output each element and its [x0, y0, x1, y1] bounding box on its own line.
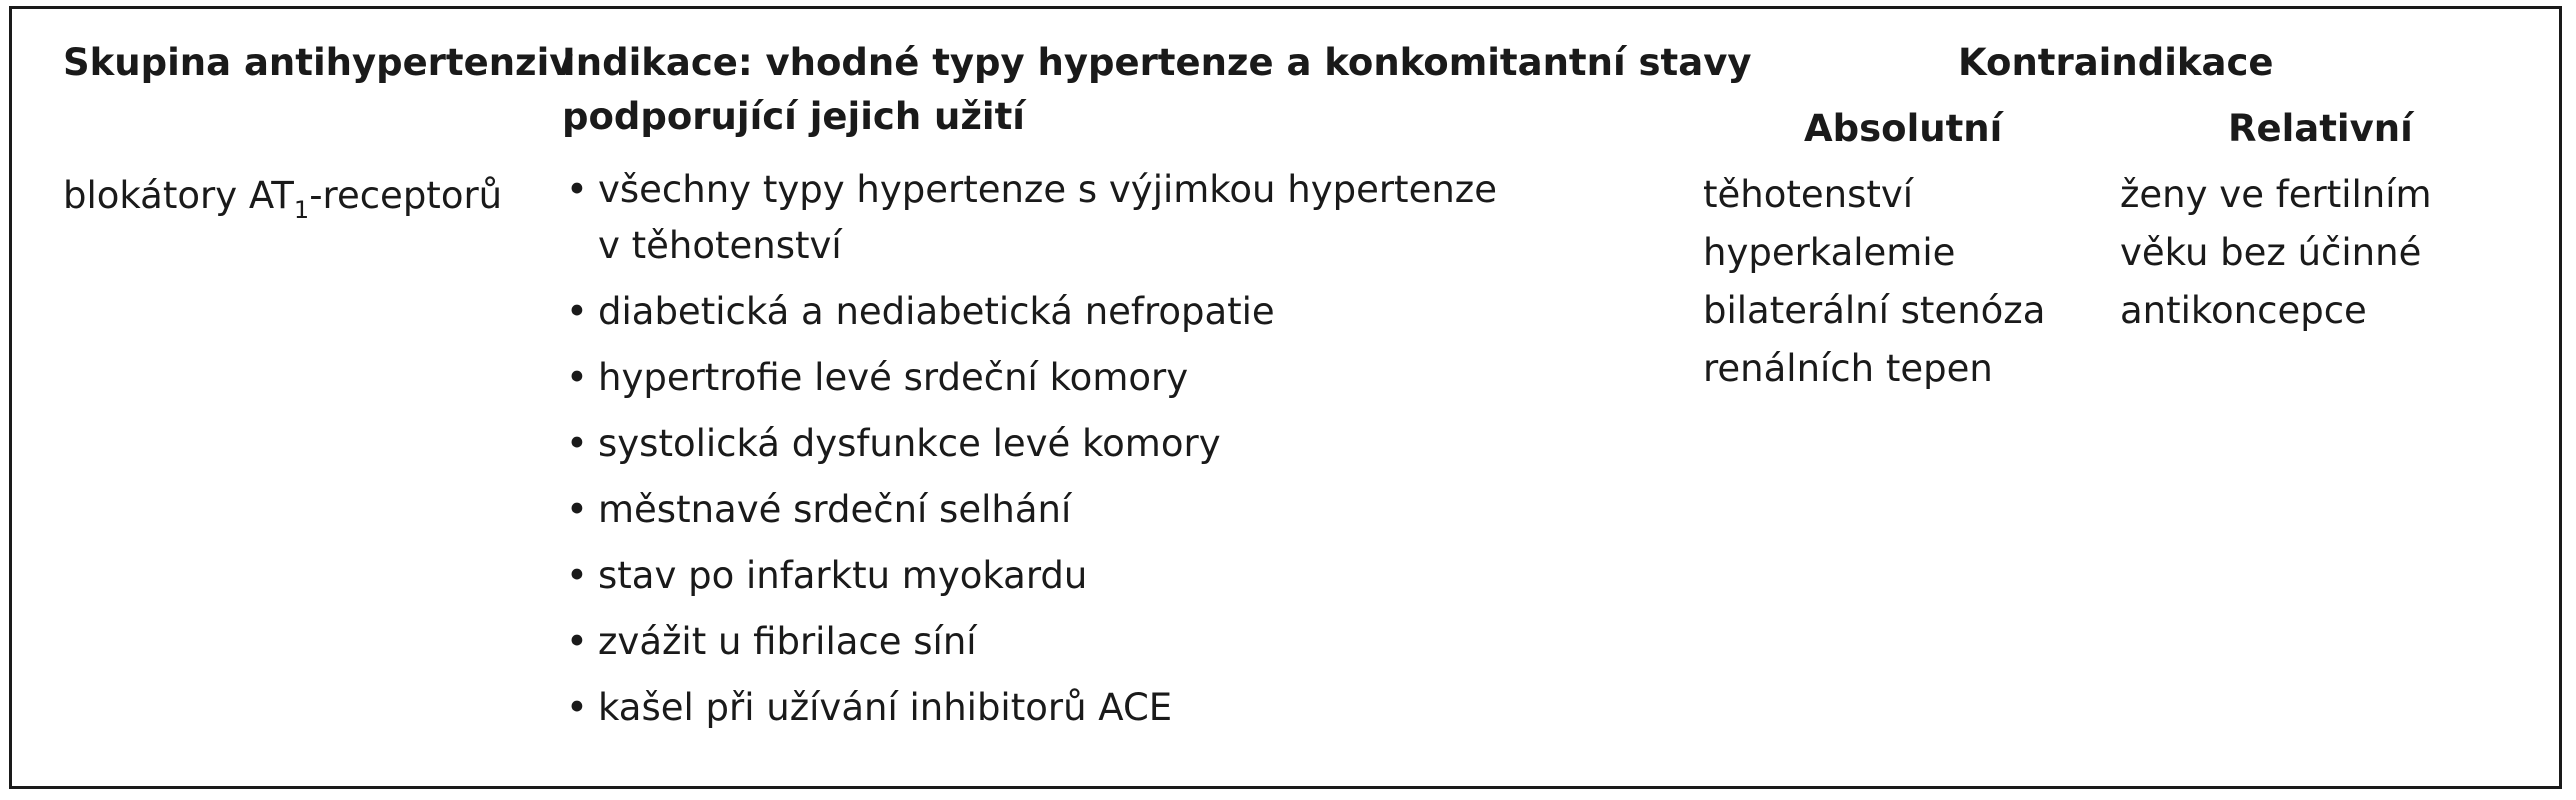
indication-item [562, 350, 1497, 406]
header-indications-line2: podporující jejich užití [562, 95, 1025, 138]
group-suffix: -receptorů [309, 174, 503, 217]
bullet-icon: • [566, 620, 588, 663]
indication-item [562, 482, 1497, 538]
indication-item [562, 680, 1497, 736]
indication-text: zvážit u fibrilace síní [598, 620, 977, 663]
indication-text-continued: v těhotenství [598, 224, 842, 267]
absolute-item: hyperkalemie [1703, 231, 1956, 274]
header-indications-line1: Indikace: vhodné typy hypertenze a konkomitantní stavy [562, 41, 1752, 84]
relative-list [2120, 166, 2432, 340]
absolute-item: renálních tepen [1703, 347, 1993, 390]
indication-item [562, 548, 1497, 604]
group-subscript: 1 [293, 196, 310, 224]
indication-text: hypertrofie levé srdeční komory [598, 356, 1189, 399]
indication-text: kašel při užívání inhibitorů ACE [598, 686, 1173, 729]
bullet-icon: • [566, 422, 588, 465]
bullet-icon: • [566, 168, 588, 211]
indication-item [562, 284, 1497, 340]
indication-text: systolická dysfunkce levé komory [598, 422, 1221, 465]
bullet-icon: • [566, 554, 588, 597]
header-absolute: Absolutní [1804, 107, 2003, 150]
bullet-icon: • [566, 686, 588, 729]
group-cell [63, 168, 502, 224]
indication-item [562, 162, 1497, 274]
relative-item: antikoncepce [2120, 289, 2367, 332]
indication-item [562, 416, 1497, 472]
indications-list [562, 162, 1497, 746]
absolute-item: bilaterální stenóza [1703, 289, 2046, 332]
group-prefix: blokátory AT [63, 174, 294, 217]
indication-text: diabetická a nediabetická nefropatie [598, 290, 1275, 333]
bullet-icon: • [566, 290, 588, 333]
absolute-item: těhotenství [1703, 173, 1914, 216]
header-indications [562, 36, 1751, 144]
header-group: Skupina antihypertenziv [63, 41, 574, 84]
header-contraindications: Kontraindikace [1958, 41, 2274, 84]
absolute-list [1703, 166, 2045, 398]
indication-text: všechny typy hypertenze s výjimkou hypertenze [598, 168, 1497, 211]
bullet-icon: • [566, 488, 588, 531]
indication-text: stav po infarktu myokardu [598, 554, 1088, 597]
bullet-icon: • [566, 356, 588, 399]
relative-item: ženy ve fertilním [2120, 173, 2432, 216]
indication-text: městnavé srdeční selhání [598, 488, 1072, 531]
indication-item [562, 614, 1497, 670]
relative-item: věku bez účinné [2120, 231, 2422, 274]
header-relative: Relativní [2228, 107, 2413, 150]
